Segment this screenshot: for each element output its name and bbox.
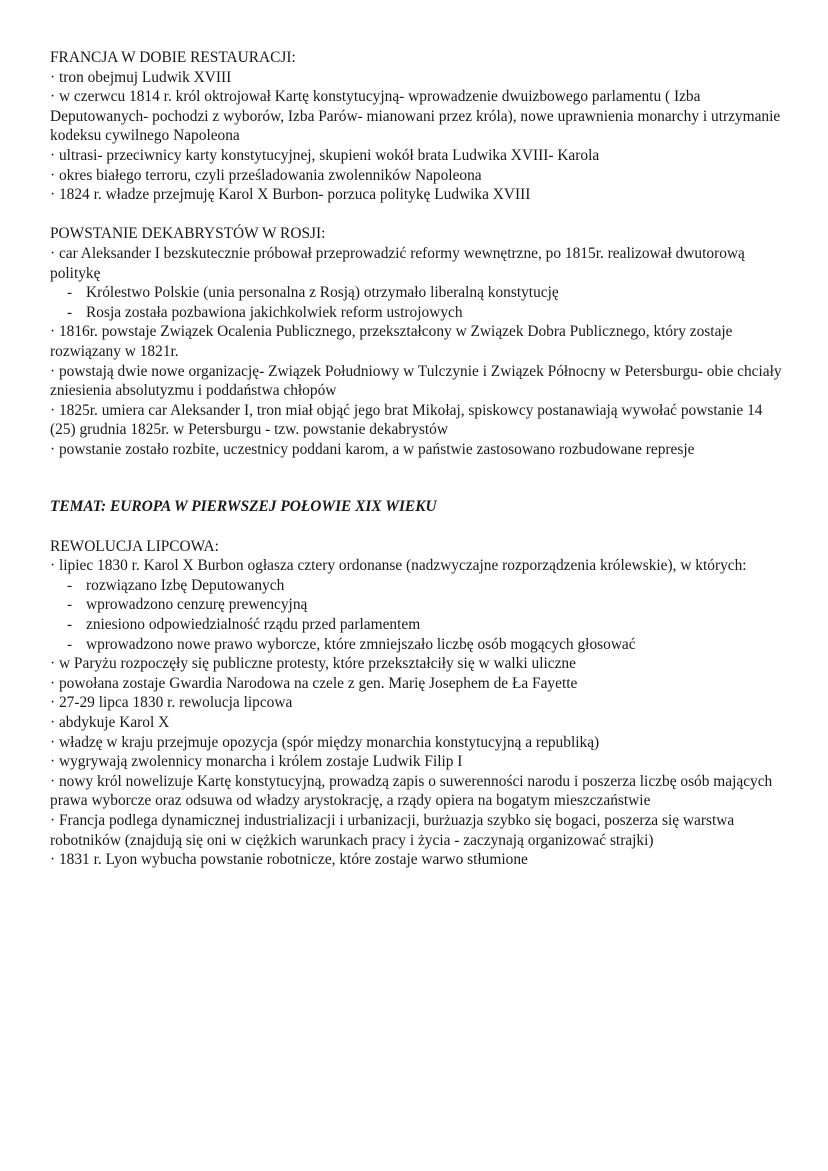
topic-title: TEMAT: EUROPA W PIERWSZEJ POŁOWIE XIX WIEKU [50, 498, 437, 516]
list-item: · 1831 r. Lyon wybucha powstanie robotnicze, które zostaje warwo stłumione [50, 851, 528, 869]
list-item: · Francja podlega dynamicznej industrializacji i urbanizacji, burżuazja szybko się bogaci, poszerza się warstwa robotników (znajdują się oni w ciężkich warunkach pracy i życia - zaczynają organizować strajki) [50, 811, 735, 849]
list-item: · powstanie zostało rozbite, uczestnicy poddani karom, a w państwie zastosowano rozbudowane represje [50, 440, 695, 458]
section-restoration [50, 48, 785, 205]
list-item: · ultrasi- przeciwnicy karty konstytucyjnej, skupieni wokół brata Ludwika XVIII- Karola [50, 146, 600, 164]
dash-item [67, 615, 785, 635]
dash-item [67, 635, 785, 655]
list-item: · nowy król nowelizuje Kartę konstytucyjną, prowadzą zapis o suwerenności narodu i poszerza liczbę osób mających prawa wyborcze oraz odsuwa od władzy arystokrację, a rządy opiera na bogatym mieszczaństwie [50, 772, 773, 810]
dash-item-text: wprowadzono cenzurę prewencyjną [86, 596, 308, 614]
dash-list [50, 283, 785, 322]
list-item: · wygrywają zwolennicy monarcha i królem zostaje Ludwik Filip I [50, 753, 463, 771]
dash-marker: - [67, 303, 73, 321]
section-heading: FRANCJA W DOBIE RESTAURACJI: [50, 49, 296, 66]
dash-marker: - [67, 576, 73, 594]
dash-item [67, 283, 785, 303]
section-heading: POWSTANIE DEKABRYSTÓW W ROSJI: [50, 225, 326, 243]
dash-item [67, 576, 785, 596]
dash-item [67, 595, 785, 615]
dash-item-text: Rosja została pozbawiona jakichkolwiek reform ustrojowych [86, 303, 463, 321]
dash-item-text: rozwiązano Izbę Deputowanych [86, 576, 285, 594]
list-item: · powstają dwie nowe organizację- Związek Południowy w Tulczynie i Związek Północny w Petersburgu- obie chciały zniesienia absolutyzmu i poddaństwa chłopów [50, 362, 782, 400]
document-page [50, 48, 785, 889]
dash-item-text: zniesiono odpowiedzialność rządu przed parlamentem [86, 616, 421, 634]
list-item: · powołana zostaje Gwardia Narodowa na czele z gen. Marię Josephem de Ła Fayette [50, 674, 578, 692]
list-item: · abdykuje Karol X [50, 714, 170, 731]
list-item: · lipiec 1830 r. Karol X Burbon ogłasza cztery ordonanse (nadzwyczajne rozporządzenia królewskie), w których: [50, 557, 747, 575]
list-item: · 1816r. powstaje Związek Ocalenia Publicznego, przekształcony w Związek Dobra Publicznego, który zostaje rozwiązany w 1821r. [50, 323, 733, 360]
dash-marker: - [67, 616, 73, 634]
dash-item [67, 303, 785, 323]
section-july-revolution [50, 537, 785, 870]
dash-item-text: wprowadzono nowe prawo wyborcze, które zmniejszało liczbę osób mogących głosować [86, 635, 636, 653]
section-heading: REWOLUCJA LIPCOWA: [50, 537, 219, 555]
dash-item-text: Królestwo Polskie (unia personalna z Rosją) otrzymało liberalną konstytucję [86, 284, 559, 302]
list-item: · w czerwcu 1814 r. król oktrojował Kartę konstytucyjną- wprowadzenie dwuizbowego parlamentu ( Izba Deputowanych- pochodzi z wyborów, Izba Parów- mianowani przez króla), nowe uprawnienia monarchy i utrzymanie kodeksu cywilnego Napoleona [50, 88, 781, 145]
dash-marker: - [67, 635, 73, 653]
dash-list [50, 576, 785, 654]
dash-marker: - [67, 596, 73, 614]
section-decembrists [50, 224, 785, 459]
list-item: · 1825r. umiera car Aleksander I, tron miał objąć jego brat Mikołaj, spiskowcy postanawiają wywołać powstanie 14 (25) grudnia 1825r. w Petersburgu - tzw. powstanie dekabrystów [50, 401, 763, 439]
list-item: · okres białego terroru, czyli prześladowania zwolenników Napoleona [50, 166, 482, 184]
list-item: · car Aleksander I bezskutecznie próbował przeprowadzić reformy wewnętrzne, po 1815r. realizował dwutorową politykę [50, 244, 745, 282]
list-item: · władzę w kraju przejmuje opozycja (spór między monarchia konstytucyjną a republiką) [50, 733, 600, 751]
list-item: · 1824 r. władze przejmuję Karol X Burbon- porzuca politykę Ludwika XVIII [50, 186, 531, 204]
list-item: · 27-29 lipca 1830 r. rewolucja lipcowa [50, 694, 293, 712]
list-item: · tron obejmuj Ludwik XVIII [50, 68, 232, 86]
dash-marker: - [67, 284, 73, 302]
list-item: · w Paryżu rozpoczęły się publiczne protesty, które przekształciły się w walki uliczne [50, 655, 576, 673]
